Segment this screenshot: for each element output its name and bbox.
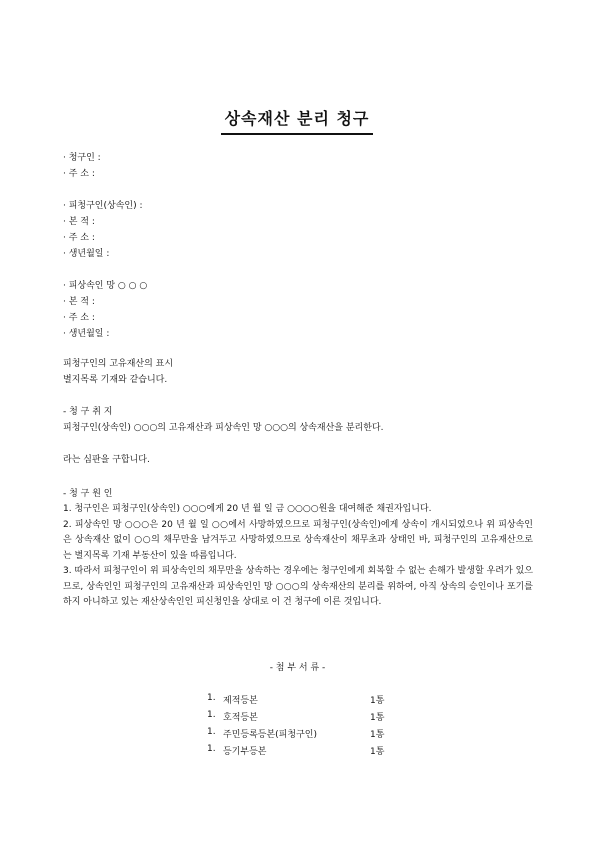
attachment-name: 제적등본 <box>223 696 258 706</box>
reasons-body <box>63 502 533 611</box>
attachment-name: 호적등본 <box>223 713 258 723</box>
attachment-count: 1통 <box>370 696 385 706</box>
respondent-birth: · 생년월일 : <box>63 249 110 259</box>
claimant-label: · 청구인 : <box>63 153 101 163</box>
purpose-closing: 라는 심판을 구합니다. <box>63 455 150 465</box>
attachment-num: 1. <box>207 727 216 737</box>
respondent-label: · 피청구인(상속인) : <box>63 201 143 211</box>
document-title: 상속재산 분리 청구 <box>221 106 374 135</box>
deceased-label: · 피상속인 망 ○ ○ ○ <box>63 281 148 291</box>
attachment-name: 주민등록등본(피청구인) <box>223 730 317 740</box>
attachment-count: 1통 <box>370 747 385 757</box>
attachment-row <box>207 744 397 761</box>
attachment-row <box>207 727 397 744</box>
respondent-domicile: · 본 적 : <box>63 217 95 227</box>
deceased-birth: · 생년월일 : <box>63 329 110 339</box>
deceased-address: · 주 소 : <box>63 313 95 323</box>
property-note: 별지목록 기재와 같습니다. <box>63 375 168 385</box>
document-title-wrap <box>196 106 398 135</box>
attachment-row <box>207 693 397 710</box>
attachment-name: 등기부등본 <box>223 747 267 757</box>
reasons-heading: - 청 구 원 인 <box>63 489 113 499</box>
reason-item-2: 2. 피상속인 망 ○○○은 20 년 월 일 ○○에서 사망하였으므로 피청구인(상속인)에게 상속이 개시되었으나 위 피상속인은 상속재산 없이 ○○의 채무만을 남겨두고 사망하였으므로 상속재산이 채무초과 상태인 바, 피청구인의 고유재산으로는 별지목록 기재 부동산이 있을 따름입니다. <box>63 519 533 561</box>
reason-item-1: 1. 청구인은 피청구인(상속인) ○○○에게 20 년 월 일 금 ○○○○원을 대여해준 채권자입니다. <box>63 504 432 514</box>
respondent-address: · 주 소 : <box>63 233 95 243</box>
attachment-row <box>207 710 397 727</box>
attachment-num: 1. <box>207 744 216 754</box>
attachment-count: 1통 <box>370 713 385 723</box>
attachments-heading: - 첨 부 서 류 - <box>269 663 326 673</box>
deceased-domicile: · 본 적 : <box>63 297 95 307</box>
purpose-heading: - 청 구 취 지 <box>63 407 113 417</box>
purpose-text: 피청구인(상속인) ○○○의 고유재산과 피상속인 망 ○○○의 상속재산을 분리한다. <box>63 423 384 433</box>
attachments-list <box>207 693 397 761</box>
reason-item-3: 3. 따라서 피청구인이 위 피상속인의 채무만을 상속하는 경우에는 청구인에게 회복할 수 없는 손해가 발생할 우려가 있으므로, 상속인인 피청구인의 고유재산과 피상속인인 망 ○○○의 상속재산의 분리를 위하여, 아직 상속의 승인이나 포기를 하지 아니하고 있는 재산상속인인 피신청인을 상대로 이 건 청구에 이른 것입니다. <box>63 566 533 607</box>
attachment-num: 1. <box>207 710 216 720</box>
property-heading: 피청구인의 고유재산의 표시 <box>63 359 174 369</box>
attachment-num: 1. <box>207 693 216 703</box>
attachment-count: 1통 <box>370 730 385 740</box>
claimant-address: · 주 소 : <box>63 169 95 179</box>
